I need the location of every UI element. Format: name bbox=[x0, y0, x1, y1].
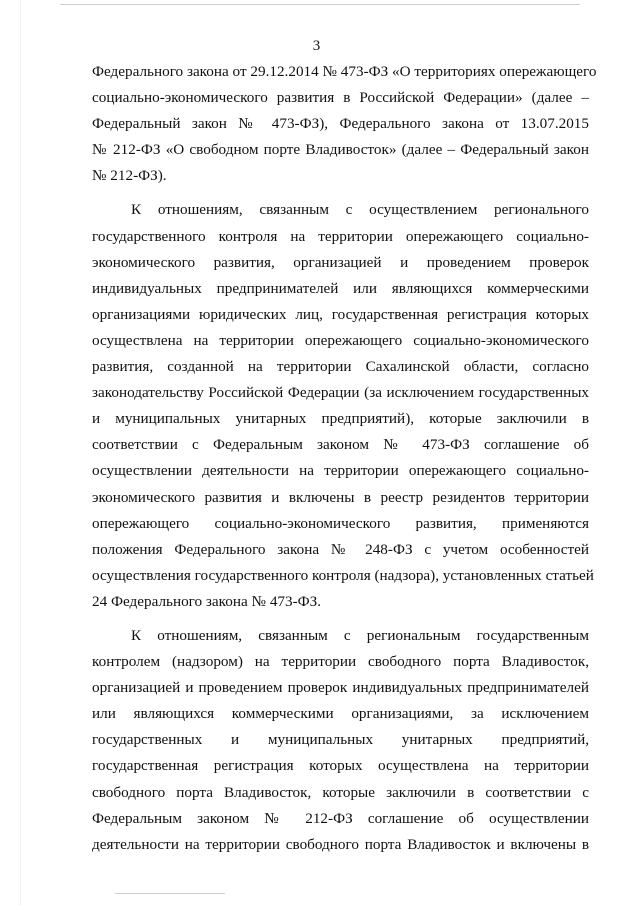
text-line: осуществлении деятельности на территории опережающего социально- bbox=[92, 462, 589, 480]
text-line: социально-экономического развития в Российской Федерации» (далее – bbox=[92, 89, 589, 107]
paragraph-3 bbox=[92, 623, 589, 858]
paragraph-gap bbox=[92, 189, 589, 197]
text-line: государственная регистрация которых осуществлена на территории bbox=[92, 757, 589, 775]
text-line: деятельности на территории свободного порта Владивосток и включены в bbox=[92, 835, 589, 853]
text-line: Федерального закона от 29.12.2014 № 473-ФЗ «О территориях опережающего bbox=[92, 63, 597, 80]
text-line: положения Федерального закона № 248-ФЗ с учетом особенностей bbox=[92, 540, 589, 558]
text-line: индивидуальных предпринимателей или являющихся коммерческими bbox=[92, 279, 589, 297]
scan-top-edge bbox=[60, 4, 580, 5]
text-line: осуществления государственного контроля (надзора), установленных статьей bbox=[92, 566, 594, 584]
text-line: или являющихся коммерческими организациями, за исключением bbox=[92, 705, 589, 723]
document-body bbox=[92, 59, 597, 858]
text-line: № 212-ФЗ «О свободном порте Владивосток» (далее – Федеральный закон bbox=[92, 141, 589, 159]
text-line: развития, созданной на территории Сахалинской области, согласно bbox=[92, 358, 589, 376]
text-line: организациями юридических лиц, государственная регистрация которых bbox=[92, 305, 589, 323]
text-line: свободного порта Владивосток, которые заключили в соответствии с bbox=[92, 783, 589, 801]
text-line: Федеральный закон № 473-ФЗ), Федерального закона от 13.07.2015 bbox=[92, 115, 589, 133]
text-line: № 212-ФЗ). bbox=[92, 167, 167, 185]
page-number: 3 bbox=[312, 38, 321, 54]
text-line: организацией и проведением проверок индивидуальных предпринимателей bbox=[92, 679, 589, 697]
scan-left-edge bbox=[20, 0, 21, 905]
text-line: Федеральным законом № 212-ФЗ соглашение об осуществлении bbox=[92, 809, 589, 827]
paragraph-gap bbox=[92, 615, 589, 623]
text-line: 24 Федерального закона № 473-ФЗ. bbox=[92, 592, 322, 610]
text-line: законодательству Российской Федерации (за исключением государственных bbox=[92, 384, 589, 402]
text-line: К отношениям, связанным с осуществлением регионального bbox=[131, 201, 589, 219]
text-line: государственных и муниципальных унитарных предприятий, bbox=[92, 731, 589, 749]
text-line: экономического развития и включены в реестр резидентов территории bbox=[92, 488, 589, 506]
text-line: К отношениям, связанным с региональным государственным bbox=[131, 626, 589, 644]
paragraph-1 bbox=[92, 59, 597, 189]
text-line: соответствии с Федеральным законом № 473-ФЗ соглашение об bbox=[92, 436, 589, 454]
text-line: опережающего социально-экономического развития, применяются bbox=[92, 514, 589, 532]
text-line: контролем (надзором) на территории свободного порта Владивосток, bbox=[92, 653, 589, 671]
paragraph-2 bbox=[92, 197, 594, 615]
text-line: экономического развития, организацией и проведением проверок bbox=[92, 253, 589, 271]
text-line: государственного контроля на территории опережающего социально- bbox=[92, 227, 589, 245]
scan-bottom-mark bbox=[115, 893, 225, 894]
text-line: и муниципальных унитарных предприятий), которые заключили в bbox=[92, 410, 589, 428]
text-line: осуществлена на территории опережающего социально-экономического bbox=[92, 331, 589, 349]
